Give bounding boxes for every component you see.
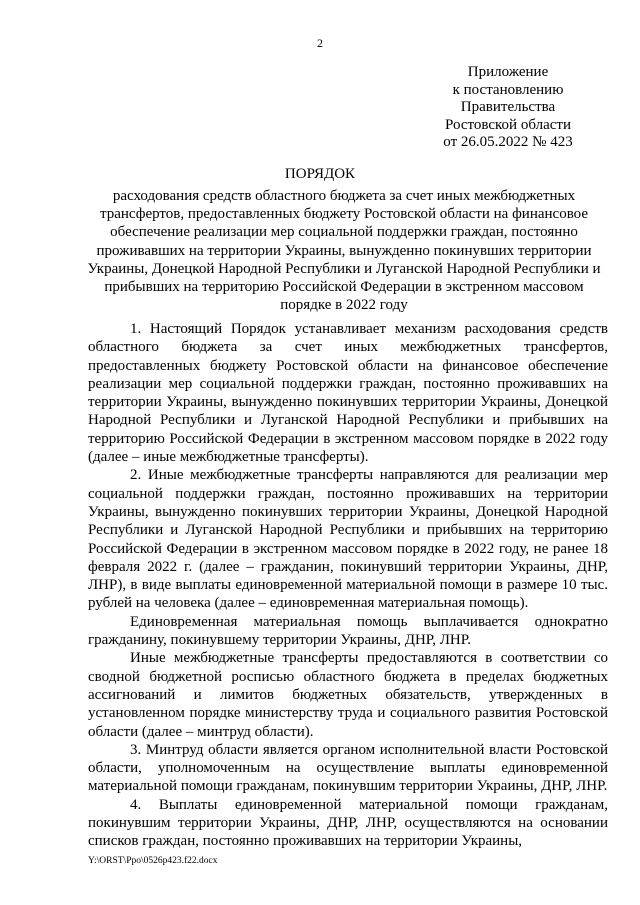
appendix-line: Правительства <box>460 99 556 115</box>
body-paragraph: 4. Выплаты единовременной материальной помощи гражданам, покинувшим территории Украины, ДНР, ЛНР, осуществляются на основании списков граждан, постоянно проживавших на территории Украины, <box>88 796 608 850</box>
appendix-line: Приложение <box>467 64 549 80</box>
document-title: ПОРЯДОК <box>284 166 356 182</box>
appendix-line: Ростовской области <box>445 116 571 133</box>
appendix-line: от 26.05.2022 № 423 <box>443 134 573 150</box>
body-paragraph: Единовременная материальная помощь выплачивается однократно гражданину, покинувшему территории Украины, ДНР, ЛНР. <box>88 613 608 649</box>
body-paragraph: 2. Иные межбюджетные трансферты направляются для реализации мер социальной поддержки граждан, постоянно проживавших на территории Украины, вынужденно покинувших территории Украины, Донецкой Народной Республики и Луганской Народной Республики и прибывших на территорию Российской Федерации в экстренном массовом порядке в 2022 году, не ранее 18 февраля 2022 г. (далее – гражданин, покинувший территории Украины, ДНР, ЛНР), в виде выплаты единовременной материальной помощи в размере 10 тыс. рублей на человека (далее – единовременная материальная помощь). <box>88 467 608 612</box>
appendix-line: к постановлению <box>452 81 564 98</box>
document-body <box>88 320 608 851</box>
document-subtitle: расходования средств областного бюджета за счет иных межбюджетных трансфертов, предоставленных бюджету Ростовской области на финансовое обеспечение реализации мер социальной поддержки граждан, постоянно проживавших на территории Украины, вынужденно покинувших территории Украины, Донецкой Народной Республики и Луганской Народной Республики и прибывших на территорию Российской Федерации в экстренном массовом порядке в 2022 году <box>87 188 601 314</box>
body-paragraph: 3. Минтруд области является органом исполнительной власти Ростовской области, уполномоченным на осуществление выплаты единовременной материальной помощи гражданам, покинувшим территории Украины, ДНР, ЛНР. <box>88 741 608 795</box>
file-path-footer: Y:\ORST\Ppo\0526p423.f22.docx <box>88 856 218 866</box>
page-number: 2 <box>317 36 323 50</box>
body-paragraph: Иные межбюджетные трансферты предоставляются в соответствии со сводной бюджетной росписью областного бюджета в пределах бюджетных ассигнований и лимитов бюджетных обязательств, утвержденных в установленном порядке министерству труда и социального развития Ростовской области (далее – минтруд области). <box>88 650 608 740</box>
body-paragraph: 1. Настоящий Порядок устанавливает механизм расходования средств областного бюджета за счет иных межбюджетных трансфертов, предоставленных бюджету Ростовской области на финансовое обеспечение реализации мер социальной поддержки граждан, постоянно проживавших на территории Украины, вынужденно покинувших территории Украины, Донецкой Народной Республики и Луганской Народной Республики и прибывших на территорию Российской Федерации в экстренном массовом порядке в 2022 году (далее – иные межбюджетные трансферты). <box>88 321 608 466</box>
appendix-block <box>428 64 588 152</box>
